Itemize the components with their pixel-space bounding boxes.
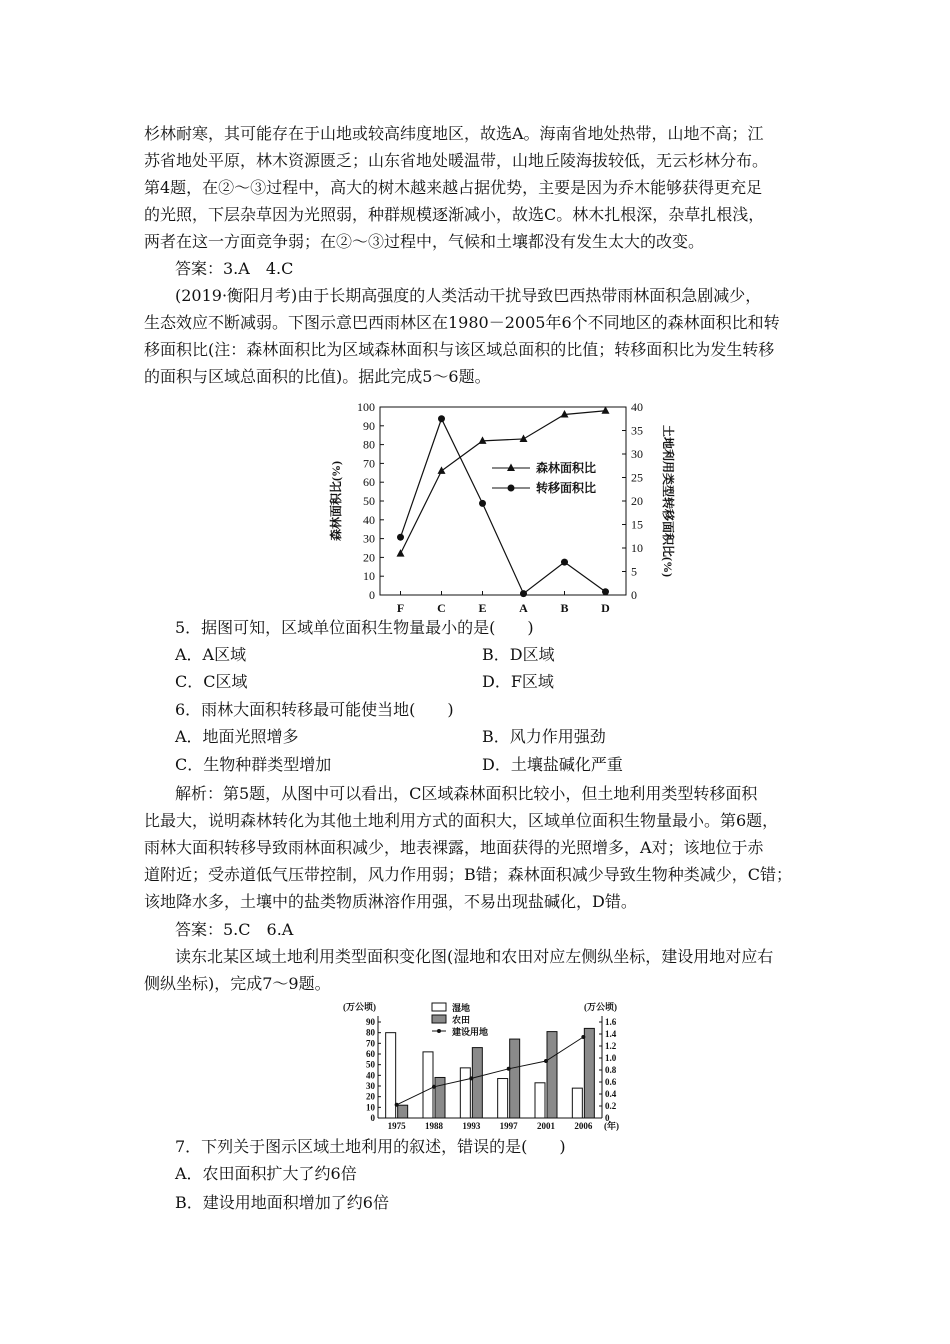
y2-tick-label: 0: [605, 1113, 610, 1123]
question-6-stem: 6．雨林大面积转移最可能使当地( ): [175, 700, 454, 719]
x-axis-unit: (年): [604, 1121, 619, 1131]
text-line: 雨林大面积转移导致雨林面积减少，地表裸露，地面获得的光照增多，A对；该地位于赤: [144, 838, 764, 857]
forest-ratio-point: [520, 434, 528, 442]
y-tick-label: 30: [363, 531, 375, 546]
legend-farmland-swatch: [432, 1015, 446, 1023]
text-line: 的光照，下层杂草因为光照弱，种群规模逐渐减小，故选C。林木扎根深，杂草扎根浅，: [144, 205, 765, 224]
transfer-ratio-point: [479, 500, 486, 507]
forest-ratio-point: [479, 436, 487, 444]
question-5-option-a[interactable]: A．A区域: [175, 645, 247, 664]
construction-land-point: [581, 1035, 585, 1039]
legend-wetland-label: 湿地: [452, 1003, 471, 1013]
y2-axis-label: 土地利用类型转移面积比(%): [661, 425, 675, 577]
construction-land-point: [395, 1103, 399, 1107]
question-6-option-a[interactable]: A．地面光照增多: [175, 727, 299, 746]
legend-forest-label: 森林面积比: [536, 461, 597, 475]
y-tick-label: 0: [369, 588, 375, 602]
wetland-bar: [498, 1079, 508, 1118]
answer-line: 答案：3.A 4.C: [175, 259, 294, 278]
transfer-ratio-point: [520, 590, 527, 597]
wetland-bar: [535, 1083, 545, 1118]
y-tick-label: 50: [366, 1059, 375, 1070]
y2-tick-label: 20: [631, 494, 643, 508]
question-6-option-b[interactable]: B．风力作用强劲: [482, 727, 606, 746]
question-6-option-c[interactable]: C．生物种群类型增加: [175, 755, 332, 774]
y-tick-label: 70: [366, 1038, 375, 1049]
y2-tick-label: 0: [631, 588, 637, 602]
text-line: 生态效应不断减弱。下图示意巴西雨林区在1980－2005年6个不同地区的森林面积比和转: [144, 313, 780, 332]
y-tick-label: 20: [366, 1091, 375, 1102]
question-5-option-b[interactable]: B．D区域: [482, 645, 555, 664]
text-line: 的面积与区域总面积的比值)。据此完成5～6题。: [144, 367, 491, 386]
legend-forest-marker: [507, 464, 515, 472]
y-tick-label: 80: [366, 1027, 375, 1038]
forest-ratio-point: [438, 466, 446, 474]
y2-tick-label: 15: [631, 517, 643, 532]
text-line: 第4题，在②～③过程中，高大的树木越来越占据优势，主要是因为乔木能够获得更充足: [144, 178, 763, 197]
x-tick-label: D: [601, 601, 610, 615]
text-line: 读东北某区域土地利用类型面积变化图(湿地和农田对应左侧纵坐标，建设用地对应右: [175, 947, 774, 966]
transfer-ratio-point: [561, 559, 568, 566]
text-line: 苏省地处平原，林木资源匮乏；山东省地处暖温带，山地丘陵海拔较低，无云杉林分布。: [144, 151, 769, 170]
farmland-bar: [584, 1028, 594, 1118]
farmland-bar: [472, 1048, 482, 1118]
answer-line: 答案：5.C 6.A: [175, 920, 294, 939]
y2-tick-label: 1.2: [605, 1041, 617, 1051]
land-use-chart: [340, 1000, 640, 1140]
legend-transfer-label: 转移面积比: [536, 481, 597, 495]
legend-farmland-label: 农田: [452, 1015, 471, 1025]
farmland-bar: [510, 1039, 520, 1118]
text-line: 侧纵坐标)，完成7～9题。: [144, 974, 331, 993]
x-tick-label: B: [560, 601, 569, 615]
x-tick-label: 2006: [574, 1121, 593, 1131]
question-5-stem: 5．据图可知，区域单位面积生物量最小的是( ): [175, 618, 534, 637]
y-tick-label: 60: [363, 475, 375, 490]
legend-construction-label: 建设用地: [452, 1027, 489, 1037]
question-7-option-a[interactable]: A．农田面积扩大了约6倍: [175, 1164, 357, 1183]
x-tick-label: 1988: [425, 1121, 443, 1131]
y-axis-label: 森林面积比(%): [329, 461, 343, 541]
construction-land-point: [507, 1067, 511, 1071]
farmland-bar: [398, 1105, 408, 1118]
y-axis-unit: (万公顷): [343, 1002, 376, 1012]
farmland-bar: [435, 1077, 445, 1118]
text-line: 道附近；受赤道低气压带控制，风力作用弱；B错；森林面积减少导致生物种类减少，C错；: [144, 865, 793, 884]
legend-construction-marker: [437, 1029, 441, 1033]
wetland-bar: [423, 1052, 433, 1118]
farmland-bar: [547, 1032, 557, 1118]
question-5-option-c[interactable]: C．C区域: [175, 672, 248, 691]
forest-ratio-point: [397, 549, 405, 557]
y-tick-label: 40: [363, 512, 375, 527]
forest-chart: [310, 395, 680, 645]
x-tick-label: 2001: [537, 1121, 555, 1131]
x-tick-label: F: [396, 601, 405, 615]
y-tick-label: 90: [363, 418, 375, 433]
y-tick-label: 60: [366, 1049, 375, 1059]
y2-tick-label: 0.2: [605, 1101, 617, 1111]
x-tick-label: E: [478, 601, 487, 615]
y-tick-label: 80: [363, 437, 375, 452]
x-tick-label: A: [519, 601, 528, 615]
construction-land-point: [469, 1076, 473, 1080]
y2-tick-label: 35: [631, 423, 643, 438]
x-tick-label: 1975: [387, 1121, 406, 1131]
y-tick-label: 40: [366, 1070, 375, 1081]
text-line: 解析：第5题，从图中可以看出，C区域森林面积比较小，但土地利用类型转移面积: [175, 784, 758, 803]
y2-tick-label: 0.8: [605, 1065, 617, 1075]
question-6-option-d[interactable]: D．土壤盐碱化严重: [482, 755, 623, 774]
text-line: 两者在这一方面竞争弱；在②～③过程中，气候和土壤都没有发生太大的改变。: [144, 232, 705, 251]
construction-land-point: [432, 1085, 436, 1089]
legend-wetland-swatch: [432, 1003, 446, 1011]
x-tick-label: C: [437, 601, 446, 615]
y-tick-label: 30: [366, 1081, 375, 1091]
legend-transfer-marker: [508, 485, 515, 492]
text-line: 该地降水多，土壤中的盐类物质淋溶作用强，不易出现盐碱化，D错。: [144, 892, 637, 911]
y-tick-label: 10: [363, 569, 375, 584]
text-line: 移面积比(注：森林面积比为区域森林面积与该区域总面积的比值；转移面积比为发生转移: [144, 340, 775, 359]
y2-tick-label: 10: [631, 541, 643, 555]
y2-tick-label: 1.0: [605, 1053, 617, 1063]
text-line: 杉林耐寒，其可能存在于山地或较高纬度地区，故选A。海南省地处热带，山地不高；江: [144, 124, 764, 143]
transfer-ratio-line: [401, 419, 606, 594]
y2-tick-label: 1.4: [605, 1029, 617, 1039]
y2-tick-label: 1.6: [605, 1017, 617, 1027]
x-tick-label: 1997: [499, 1121, 518, 1131]
transfer-ratio-point: [438, 415, 445, 422]
y2-axis-unit: (万公顷): [584, 1002, 617, 1012]
y-tick-label: 90: [366, 1017, 375, 1027]
wetland-bar: [572, 1088, 582, 1118]
wetland-bar: [460, 1068, 470, 1118]
transfer-ratio-point: [397, 534, 404, 541]
y-tick-label: 20: [363, 550, 375, 565]
y2-tick-label: 5: [631, 564, 637, 579]
question-7-option-b[interactable]: B．建设用地面积增加了约6倍: [175, 1193, 389, 1212]
y-tick-label: 10: [366, 1102, 375, 1113]
wetland-bar: [386, 1033, 396, 1118]
transfer-ratio-point: [602, 588, 609, 595]
question-7-stem: 7．下列关于图示区域土地利用的叙述，错误的是( ): [175, 1137, 566, 1156]
plot-frame: [380, 407, 626, 595]
y2-tick-label: 0.4: [605, 1089, 617, 1099]
text-line: 比最大，说明森林转化为其他土地利用方式的面积大，区域单位面积生物量最小。第6题，: [144, 811, 779, 830]
y2-tick-label: 25: [631, 470, 643, 485]
y-tick-label: 0: [370, 1113, 375, 1123]
y2-tick-label: 40: [631, 400, 643, 414]
y-tick-label: 70: [363, 456, 375, 471]
x-tick-label: 1993: [462, 1121, 481, 1131]
y2-tick-label: 30: [631, 447, 643, 461]
construction-land-point: [544, 1059, 548, 1063]
y2-tick-label: 0.6: [605, 1077, 617, 1087]
question-5-option-d[interactable]: D．F区域: [482, 672, 554, 691]
y-tick-label: 50: [363, 494, 375, 508]
text-line: (2019·衡阳月考)由于长期高强度的人类活动干扰导致巴西热带雨林面积急剧减少，: [175, 286, 762, 305]
y-tick-label: 100: [357, 400, 375, 414]
